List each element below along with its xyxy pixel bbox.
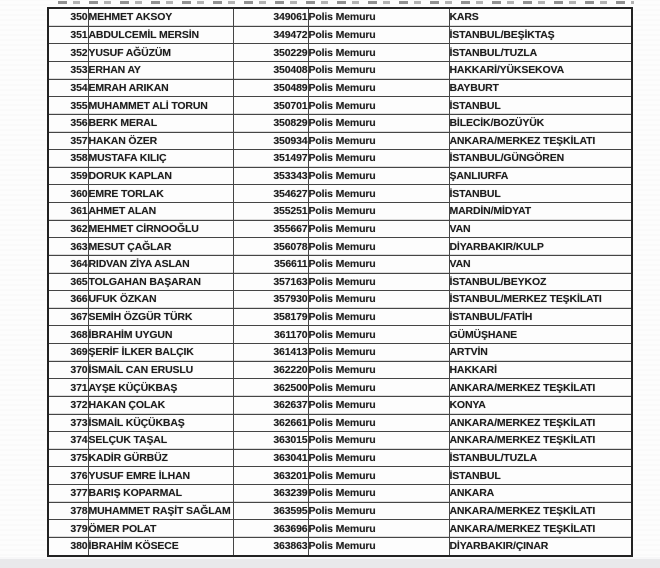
cell-rank: Polis Memuru	[308, 396, 449, 414]
cell-name: RIDVAN ZİYA ASLAN	[88, 255, 233, 273]
cell-badge-number: 350229	[233, 44, 308, 62]
cell-rank: Polis Memuru	[308, 308, 449, 326]
table-row	[48, 79, 632, 97]
cell-badge-number: 350829	[233, 114, 308, 132]
cell-rank: Polis Memuru	[308, 26, 449, 44]
cell-row-number: 367	[48, 308, 88, 326]
table-row	[48, 203, 632, 221]
cell-row-number: 376	[48, 467, 88, 485]
cell-row-number: 374	[48, 432, 88, 450]
cell-location: İSTANBUL/GÜNGÖREN	[449, 150, 632, 168]
cell-rank: Polis Memuru	[308, 79, 449, 97]
cell-badge-number: 355251	[233, 203, 308, 221]
cell-rank: Polis Memuru	[308, 291, 449, 309]
cell-row-number: 360	[48, 185, 88, 203]
cell-name: EMRAH ARIKAN	[88, 79, 233, 97]
cell-rank: Polis Memuru	[308, 203, 449, 221]
cell-badge-number: 363239	[233, 485, 308, 503]
cell-badge-number: 353343	[233, 167, 308, 185]
previous-row-cutoff-line	[58, 1, 634, 4]
cell-location: İSTANBUL/BEŞİKTAŞ	[449, 26, 632, 44]
cell-location: BAYBURT	[449, 79, 632, 97]
table-row	[48, 97, 632, 115]
cell-badge-number: 362500	[233, 379, 308, 397]
cell-name: ÖMER POLAT	[88, 520, 233, 538]
cell-location: DİYARBAKIR/KULP	[449, 238, 632, 256]
cell-row-number: 358	[48, 150, 88, 168]
cell-row-number: 380	[48, 537, 88, 556]
table-row	[48, 291, 632, 309]
cell-badge-number: 363595	[233, 502, 308, 520]
cell-location: HAKKARİ/YÜKSEKOVA	[449, 62, 632, 80]
cell-row-number: 350	[48, 8, 88, 26]
cell-rank: Polis Memuru	[308, 344, 449, 362]
cell-badge-number: 361170	[233, 326, 308, 344]
cell-rank: Polis Memuru	[308, 255, 449, 273]
table-row	[48, 308, 632, 326]
cell-name: TOLGAHAN BAŞARAN	[88, 273, 233, 291]
table-row	[48, 150, 632, 168]
cell-rank: Polis Memuru	[308, 432, 449, 450]
cell-rank: Polis Memuru	[308, 132, 449, 150]
cell-rank: Polis Memuru	[308, 273, 449, 291]
cell-name: MUHAMMET RAŞİT SAĞLAM	[88, 502, 233, 520]
cell-badge-number: 363696	[233, 520, 308, 538]
cell-location: HAKKARİ	[449, 361, 632, 379]
cell-row-number: 366	[48, 291, 88, 309]
table-row	[48, 26, 632, 44]
cell-location: ARTVİN	[449, 344, 632, 362]
cell-row-number: 354	[48, 79, 88, 97]
cell-row-number: 352	[48, 44, 88, 62]
cell-row-number: 379	[48, 520, 88, 538]
cell-row-number: 369	[48, 344, 88, 362]
cell-location: KARS	[449, 8, 632, 26]
table-row	[48, 344, 632, 362]
cell-rank: Polis Memuru	[308, 485, 449, 503]
cell-name: UFUK ÖZKAN	[88, 291, 233, 309]
cell-name: SEMİH ÖZGÜR TÜRK	[88, 308, 233, 326]
cell-location: ANKARA/MERKEZ TEŞKİLATI	[449, 502, 632, 520]
cell-name: İSMAİL CAN ERUSLU	[88, 361, 233, 379]
table-row	[48, 414, 632, 432]
table-row	[48, 467, 632, 485]
table-row	[48, 379, 632, 397]
cell-rank: Polis Memuru	[308, 8, 449, 26]
cell-badge-number: 363201	[233, 467, 308, 485]
cell-name: İSMAİL KÜÇÜKBAŞ	[88, 414, 233, 432]
cell-name: KADİR GÜRBÜZ	[88, 449, 233, 467]
cell-name: BARIŞ KOPARMAL	[88, 485, 233, 503]
cell-badge-number: 363863	[233, 537, 308, 556]
cell-location: KONYA	[449, 396, 632, 414]
cell-location: İSTANBUL/BEYKOZ	[449, 273, 632, 291]
table-row	[48, 502, 632, 520]
cell-badge-number: 355667	[233, 220, 308, 238]
cell-badge-number: 363015	[233, 432, 308, 450]
cell-rank: Polis Memuru	[308, 114, 449, 132]
cell-row-number: 371	[48, 379, 88, 397]
cell-name: MUHAMMET ALİ TORUN	[88, 97, 233, 115]
table-row	[48, 238, 632, 256]
cell-row-number: 377	[48, 485, 88, 503]
cell-badge-number: 357930	[233, 291, 308, 309]
cell-badge-number: 357163	[233, 273, 308, 291]
cell-name: ŞERİF İLKER BALÇIK	[88, 344, 233, 362]
table-row	[48, 485, 632, 503]
cell-location: İSTANBUL	[449, 185, 632, 203]
cell-row-number: 359	[48, 167, 88, 185]
cell-badge-number: 349061	[233, 8, 308, 26]
cell-name: HAKAN ÇOLAK	[88, 396, 233, 414]
cell-rank: Polis Memuru	[308, 502, 449, 520]
cell-name: MEHMET CİRNOOĞLU	[88, 220, 233, 238]
cell-name: AHMET ALAN	[88, 203, 233, 221]
personnel-table	[47, 7, 633, 557]
cell-location: İSTANBUL/TUZLA	[449, 449, 632, 467]
cell-badge-number: 351497	[233, 150, 308, 168]
table-row	[48, 44, 632, 62]
table-row	[48, 396, 632, 414]
table-row	[48, 273, 632, 291]
cell-rank: Polis Memuru	[308, 62, 449, 80]
table-row	[48, 361, 632, 379]
cell-location: İSTANBUL	[449, 467, 632, 485]
cell-name: MESUT ÇAĞLAR	[88, 238, 233, 256]
cell-name: YUSUF AĞÜZÜM	[88, 44, 233, 62]
table-row	[48, 449, 632, 467]
cell-location: İSTANBUL	[449, 97, 632, 115]
cell-row-number: 355	[48, 97, 88, 115]
cell-rank: Polis Memuru	[308, 361, 449, 379]
cell-row-number: 373	[48, 414, 88, 432]
cell-row-number: 362	[48, 220, 88, 238]
table-row	[48, 432, 632, 450]
cell-location: MARDİN/MİDYAT	[449, 203, 632, 221]
cell-location: İSTANBUL/TUZLA	[449, 44, 632, 62]
cell-location: ANKARA/MERKEZ TEŞKİLATI	[449, 432, 632, 450]
table-row	[48, 62, 632, 80]
cell-row-number: 370	[48, 361, 88, 379]
cell-badge-number: 363041	[233, 449, 308, 467]
cell-rank: Polis Memuru	[308, 97, 449, 115]
cell-badge-number: 350489	[233, 79, 308, 97]
table-row	[48, 167, 632, 185]
cell-rank: Polis Memuru	[308, 467, 449, 485]
cell-rank: Polis Memuru	[308, 44, 449, 62]
cell-name: İBRAHİM KÖSECE	[88, 537, 233, 556]
cell-rank: Polis Memuru	[308, 167, 449, 185]
table-row	[48, 8, 632, 26]
table-row	[48, 520, 632, 538]
cell-badge-number: 356611	[233, 255, 308, 273]
cell-row-number: 356	[48, 114, 88, 132]
cell-row-number: 365	[48, 273, 88, 291]
cell-location: DİYARBAKIR/ÇINAR	[449, 537, 632, 556]
table-row	[48, 132, 632, 150]
cell-badge-number: 358179	[233, 308, 308, 326]
table-row	[48, 537, 632, 556]
cell-row-number: 372	[48, 396, 88, 414]
cell-name: İBRAHİM UYGUN	[88, 326, 233, 344]
cell-name: YUSUF EMRE İLHAN	[88, 467, 233, 485]
cell-location: GÜMÜŞHANE	[449, 326, 632, 344]
cell-rank: Polis Memuru	[308, 520, 449, 538]
cell-rank: Polis Memuru	[308, 379, 449, 397]
cell-rank: Polis Memuru	[308, 326, 449, 344]
page-edge-strip	[0, 557, 660, 568]
table-row	[48, 185, 632, 203]
cell-location: İSTANBUL/MERKEZ TEŞKİLATI	[449, 291, 632, 309]
table-row	[48, 220, 632, 238]
cell-row-number: 351	[48, 26, 88, 44]
cell-row-number: 378	[48, 502, 88, 520]
cell-name: AYŞE KÜÇÜKBAŞ	[88, 379, 233, 397]
cell-badge-number: 354627	[233, 185, 308, 203]
cell-badge-number: 362661	[233, 414, 308, 432]
cell-location: VAN	[449, 255, 632, 273]
cell-badge-number: 361413	[233, 344, 308, 362]
cell-rank: Polis Memuru	[308, 220, 449, 238]
cell-badge-number: 350408	[233, 62, 308, 80]
cell-location: ANKARA/MERKEZ TEŞKİLATI	[449, 132, 632, 150]
cell-name: ERHAN AY	[88, 62, 233, 80]
cell-row-number: 364	[48, 255, 88, 273]
cell-badge-number: 350934	[233, 132, 308, 150]
cell-row-number: 375	[48, 449, 88, 467]
cell-badge-number: 349472	[233, 26, 308, 44]
table-row	[48, 255, 632, 273]
cell-name: MEHMET AKSOY	[88, 8, 233, 26]
cell-rank: Polis Memuru	[308, 185, 449, 203]
cell-location: ŞANLIURFA	[449, 167, 632, 185]
cell-location: ANKARA/MERKEZ TEŞKİLATI	[449, 379, 632, 397]
cell-name: SELÇUK TAŞAL	[88, 432, 233, 450]
cell-row-number: 368	[48, 326, 88, 344]
cell-name: EMRE TORLAK	[88, 185, 233, 203]
cell-location: ANKARA/MERKEZ TEŞKİLATI	[449, 414, 632, 432]
cell-rank: Polis Memuru	[308, 150, 449, 168]
cell-row-number: 363	[48, 238, 88, 256]
cell-name: HAKAN ÖZER	[88, 132, 233, 150]
cell-location: İSTANBUL/FATİH	[449, 308, 632, 326]
cell-name: DORUK KAPLAN	[88, 167, 233, 185]
cell-row-number: 353	[48, 62, 88, 80]
cell-rank: Polis Memuru	[308, 414, 449, 432]
cell-location: VAN	[449, 220, 632, 238]
table-body	[48, 8, 632, 556]
cell-name: ABDULCEMİL MERSİN	[88, 26, 233, 44]
table-row	[48, 326, 632, 344]
cell-row-number: 357	[48, 132, 88, 150]
cell-rank: Polis Memuru	[308, 537, 449, 556]
table-row	[48, 114, 632, 132]
cell-rank: Polis Memuru	[308, 449, 449, 467]
cell-badge-number: 362637	[233, 396, 308, 414]
cell-location: ANKARA/MERKEZ TEŞKİLATI	[449, 520, 632, 538]
cell-name: MUSTAFA KILIÇ	[88, 150, 233, 168]
cell-badge-number: 350701	[233, 97, 308, 115]
cell-row-number: 361	[48, 203, 88, 221]
cell-rank: Polis Memuru	[308, 238, 449, 256]
cell-badge-number: 362220	[233, 361, 308, 379]
cell-name: BERK MERAL	[88, 114, 233, 132]
cell-location: ANKARA	[449, 485, 632, 503]
cell-location: BİLECİK/BOZÜYÜK	[449, 114, 632, 132]
cell-badge-number: 356078	[233, 238, 308, 256]
